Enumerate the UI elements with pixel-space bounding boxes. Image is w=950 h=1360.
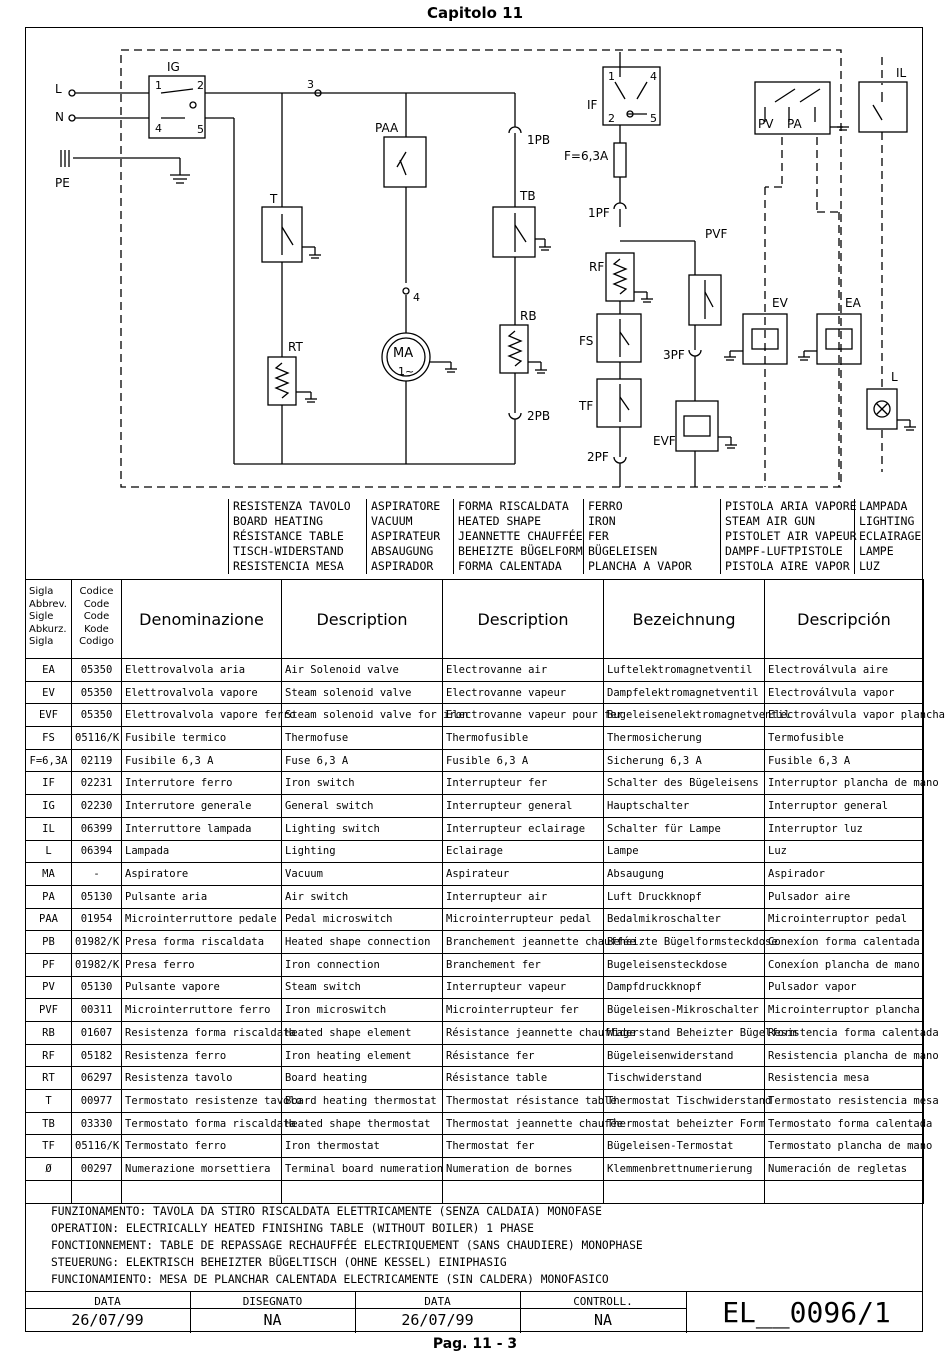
- cell-denominazione: Resistenza tavolo: [122, 1067, 282, 1090]
- ig-switch: [149, 76, 315, 464]
- cell-descripcion: Electroválvula vapor plancha: [765, 704, 924, 727]
- note-it: FUNZIONAMENTO: TAVOLA DA STIRO RISCALDATA ELETTRICAMENTE (SENZA CALDAIA) MONOFASE: [51, 1205, 602, 1218]
- note-de: STEUERUNG: ELEKTRISCH BEHEIZTER BÜGELTISCH (OHNE KESSEL) EINIPHASIG: [51, 1256, 507, 1269]
- cell-denominazione: Elettrovalvola vapore ferro: [122, 704, 282, 727]
- cell-denominazione: Microinterruttore ferro: [122, 999, 282, 1022]
- cell-description-fr: [443, 1180, 604, 1203]
- cell-codice: 06394: [72, 840, 122, 863]
- cell-denominazione: Resistenza forma riscaldata: [122, 1022, 282, 1045]
- label-if-4: 4: [650, 70, 657, 83]
- cell-codice: 02119: [72, 749, 122, 772]
- label-3PF: 3PF: [663, 348, 685, 362]
- label-PVF: PVF: [705, 227, 728, 241]
- cell-bezeichnung: Bugeleisensteckdose: [604, 953, 765, 976]
- cell-descripcion: Resistencia mesa: [765, 1067, 924, 1090]
- table-row: [26, 999, 924, 1022]
- cell-description-fr: Branchement jeannette chauffée: [443, 931, 604, 954]
- table-row: [26, 817, 924, 840]
- cell-description-fr: Thermostat résistance table: [443, 1090, 604, 1113]
- cell-description-fr: Electrovanne vapeur pour fer: [443, 704, 604, 727]
- cell-descripcion: Conexíon forma calentada: [765, 931, 924, 954]
- cell-bezeichnung: Hauptschalter: [604, 795, 765, 818]
- label-FS: FS: [579, 334, 594, 348]
- table-row: [26, 908, 924, 931]
- cell-codice: 00311: [72, 999, 122, 1022]
- table-row: [26, 1022, 924, 1045]
- cell-codice: 05350: [72, 704, 122, 727]
- cell-bezeichnung: Dampfelektromagnetventil: [604, 681, 765, 704]
- table-row: [26, 1180, 924, 1203]
- label-2PB: 2PB: [527, 409, 551, 423]
- cell-sigla: EVF: [26, 704, 72, 727]
- resistor-rt: [268, 357, 317, 464]
- cell-description-en: Iron thermostat: [282, 1135, 443, 1158]
- label-IG: IG: [167, 60, 180, 74]
- cell-description-fr: Electrovanne air: [443, 659, 604, 682]
- cell-denominazione: Interruttore lampada: [122, 817, 282, 840]
- cell-bezeichnung: Luftelektromagnetventil: [604, 659, 765, 682]
- cell-sigla: RF: [26, 1044, 72, 1067]
- schematic-dashed-frame: [121, 50, 841, 487]
- table-row: [26, 659, 924, 682]
- cell-sigla: IG: [26, 795, 72, 818]
- date-label: DATA: [94, 1295, 121, 1308]
- cell-bezeichnung: Bügeleisenwiderstand: [604, 1044, 765, 1067]
- cell-sigla: EA: [26, 659, 72, 682]
- cell-bezeichnung: Dampfdruckknopf: [604, 976, 765, 999]
- cell-description-en: Iron connection: [282, 953, 443, 976]
- cell-denominazione: Elettrovalvola aria: [122, 659, 282, 682]
- table-row: [26, 795, 924, 818]
- label-ig-2: 2: [197, 79, 204, 92]
- solenoid-ev: [724, 314, 787, 364]
- table-row: [26, 885, 924, 908]
- cell-description-en: Iron microswitch: [282, 999, 443, 1022]
- table-row: [26, 1158, 924, 1181]
- cell-descripcion: Pulsador aire: [765, 885, 924, 908]
- cell-codice: 05116/K: [72, 1135, 122, 1158]
- cell-denominazione: Termostato ferro: [122, 1135, 282, 1158]
- legend-heated-shape: FORMA RISCALDATA HEATED SHAPE JEANNETTE CHAUFFÉE BEHEIZTE BÜGELFORM FORMA CALENTADA: [453, 499, 583, 574]
- cell-bezeichnung: [604, 1180, 765, 1203]
- label-N: N: [55, 110, 64, 124]
- cell-denominazione: Resistenza ferro: [122, 1044, 282, 1067]
- cell-codice: 01607: [72, 1022, 122, 1045]
- cell-bezeichnung: Luft Druckknopf: [604, 885, 765, 908]
- table-row: [26, 1135, 924, 1158]
- label-TB: TB: [520, 189, 536, 203]
- cell-sigla: PB: [26, 931, 72, 954]
- cell-descripcion: Electroválvula aire: [765, 659, 924, 682]
- cell-sigla: T: [26, 1090, 72, 1113]
- cell-sigla: [26, 1180, 72, 1203]
- cell-description-fr: Interrupteur general: [443, 795, 604, 818]
- cell-bezeichnung: Lampe: [604, 840, 765, 863]
- header-description-en: Description: [282, 580, 443, 659]
- cell-denominazione: Termostato resistenze tavolo: [122, 1090, 282, 1113]
- cell-description-fr: Thermostat jeannette chaufée: [443, 1112, 604, 1135]
- cell-description-fr: Fusible 6,3 A: [443, 749, 604, 772]
- header-description-fr: Description: [443, 580, 604, 659]
- cell-sigla: EV: [26, 681, 72, 704]
- label-1PB: 1PB: [527, 133, 551, 147]
- cell-descripcion: Resistencia forma calentada: [765, 1022, 924, 1045]
- label-IL: IL: [896, 66, 907, 80]
- label-lamp-L: L: [891, 370, 898, 384]
- parts-table-body: [26, 659, 946, 1204]
- label-EA: EA: [845, 296, 861, 310]
- cell-description-fr: Interrupteur fer: [443, 772, 604, 795]
- header-codice: Codice Code Code Kode Codigo: [72, 580, 122, 659]
- cell-sigla: TF: [26, 1135, 72, 1158]
- label-ig-5: 5: [197, 123, 204, 136]
- cell-descripcion: Termostato plancha de mano: [765, 1135, 924, 1158]
- date2-value: 26/07/99: [401, 1311, 474, 1329]
- cell-description-fr: Thermostat fer: [443, 1135, 604, 1158]
- cell-description-en: Iron heating element: [282, 1044, 443, 1067]
- cell-descripcion: Pulsador vapor: [765, 976, 924, 999]
- cell-bezeichnung: Bügeleisen-Termostat: [604, 1135, 765, 1158]
- label-1PF: 1PF: [588, 206, 610, 220]
- lamp-switch-il: [859, 82, 907, 132]
- label-RT: RT: [288, 340, 303, 354]
- cell-sigla: PF: [26, 953, 72, 976]
- note-es: FUNCIONAMIENTO: MESA DE PLANCHAR CALENTADA ELECTRICAMENTE (SIN CALDERA) MONOFASICO: [51, 1273, 609, 1286]
- label-PV: PV: [758, 117, 774, 131]
- cell-description-fr: Aspirateur: [443, 863, 604, 886]
- label-RF: RF: [589, 260, 605, 274]
- note-en: OPERATION: ELECTRICALLY HEATED FINISHING TABLE (WITHOUT BOILER) 1 PHASE: [51, 1222, 534, 1235]
- table-row: [26, 681, 924, 704]
- cell-descripcion: Numeración de regletas: [765, 1158, 924, 1181]
- cell-description-en: Heated shape connection: [282, 931, 443, 954]
- cell-descripcion: Resistencia plancha de mano: [765, 1044, 924, 1067]
- chapter-title: Capitolo 11: [426, 4, 524, 22]
- cell-codice: 05130: [72, 976, 122, 999]
- title-block: [25, 1291, 923, 1333]
- steam-air-gun-branch: [765, 137, 839, 487]
- cell-descripcion: Fusible 6,3 A: [765, 749, 924, 772]
- cell-sigla: PVF: [26, 999, 72, 1022]
- label-PAA: PAA: [375, 121, 399, 135]
- cell-description-en: Air switch: [282, 885, 443, 908]
- cell-denominazione: Termostato forma riscaldata: [122, 1112, 282, 1135]
- table-row: [26, 953, 924, 976]
- cell-sigla: F=6,3A: [26, 749, 72, 772]
- cell-description-fr: Microinterrupteur fer: [443, 999, 604, 1022]
- line-bus: [234, 90, 515, 464]
- cell-sigla: FS: [26, 727, 72, 750]
- cell-descripcion: [765, 1180, 924, 1203]
- table-row: [26, 1090, 924, 1113]
- table-row: [26, 976, 924, 999]
- cell-descripcion: Conexíon plancha de mano: [765, 953, 924, 976]
- cell-denominazione: Lampada: [122, 840, 282, 863]
- cell-codice: 05130: [72, 885, 122, 908]
- label-EV: EV: [772, 296, 788, 310]
- cell-descripcion: Termostato forma calentada: [765, 1112, 924, 1135]
- label-TF: TF: [579, 399, 594, 413]
- cell-denominazione: Microinterruttore pedale: [122, 908, 282, 931]
- label-fuse: F=6,3A: [564, 149, 609, 163]
- cell-codice: 02230: [72, 795, 122, 818]
- cell-description-fr: Numeration de bornes: [443, 1158, 604, 1181]
- cell-description-fr: Microinterrupteur pedal: [443, 908, 604, 931]
- cell-sigla: PAA: [26, 908, 72, 931]
- drawn-label: DISEGNATO: [242, 1295, 303, 1308]
- cell-codice: 02231: [72, 772, 122, 795]
- cell-descripcion: Microinterruptor plancha: [765, 999, 924, 1022]
- label-terminal-4: 4: [413, 291, 420, 304]
- cell-description-en: Lighting switch: [282, 817, 443, 840]
- cell-description-fr: Interrupteur eclairage: [443, 817, 604, 840]
- cell-description-fr: Résistance jeannette chauffage: [443, 1022, 604, 1045]
- label-T: T: [270, 192, 278, 206]
- cell-description-en: Thermofuse: [282, 727, 443, 750]
- mains-lines: [61, 90, 190, 183]
- cell-codice: 03330: [72, 1112, 122, 1135]
- cell-codice: 06399: [72, 817, 122, 840]
- cell-description-en: Board heating thermostat: [282, 1090, 443, 1113]
- cell-bezeichnung: Widerstand Beheizter Bügelform: [604, 1022, 765, 1045]
- cell-codice: 05350: [72, 681, 122, 704]
- cell-description-en: Vacuum: [282, 863, 443, 886]
- drawn-value: NA: [263, 1311, 282, 1329]
- cell-description-fr: Eclairage: [443, 840, 604, 863]
- cell-codice: 05182: [72, 1044, 122, 1067]
- cell-description-fr: Electrovanne vapeur: [443, 681, 604, 704]
- cell-denominazione: Presa forma riscaldata: [122, 931, 282, 954]
- solenoid-ea: [798, 314, 861, 364]
- cell-sigla: IL: [26, 817, 72, 840]
- parts-table: [25, 579, 946, 1204]
- header-sigla: Sigla Abbrev. Sigle Abkurz. Sigla: [26, 580, 72, 659]
- table-row: [26, 840, 924, 863]
- table-row: [26, 931, 924, 954]
- cell-sigla: Ø: [26, 1158, 72, 1181]
- label-terminal-3: 3: [307, 78, 314, 91]
- cell-denominazione: Interrutore ferro: [122, 772, 282, 795]
- cell-bezeichnung: Schalter für Lampe: [604, 817, 765, 840]
- table-row: [26, 704, 924, 727]
- table-header-row: [26, 580, 924, 659]
- cell-denominazione: Pulsante aria: [122, 885, 282, 908]
- cell-denominazione: Fusibile termico: [122, 727, 282, 750]
- cell-codice: 06297: [72, 1067, 122, 1090]
- cell-description-en: Steam switch: [282, 976, 443, 999]
- cell-denominazione: Numerazione morsettiera: [122, 1158, 282, 1181]
- checked-value: NA: [593, 1311, 613, 1329]
- cell-denominazione: Fusibile 6,3 A: [122, 749, 282, 772]
- label-L: L: [55, 82, 62, 96]
- cell-description-fr: Branchement fer: [443, 953, 604, 976]
- cell-sigla: MA: [26, 863, 72, 886]
- label-ig-1: 1: [155, 79, 162, 92]
- cell-codice: 00977: [72, 1090, 122, 1113]
- cell-descripcion: Luz: [765, 840, 924, 863]
- table-row: [26, 1112, 924, 1135]
- cell-descripcion: Interruptor plancha de mano: [765, 772, 924, 795]
- cell-denominazione: Pulsante vapore: [122, 976, 282, 999]
- table-row: [26, 1067, 924, 1090]
- cell-descripcion: Interruptor luz: [765, 817, 924, 840]
- table-row: [26, 727, 924, 750]
- cell-bezeichnung: Bedalmikroschalter: [604, 908, 765, 931]
- cell-description-en: Steam solenoid valve for iron: [282, 704, 443, 727]
- cell-bezeichnung: Tischwiderstand: [604, 1067, 765, 1090]
- header-descripcion: Descripción: [765, 580, 924, 659]
- cell-descripcion: Aspirador: [765, 863, 924, 886]
- label-2PF: 2PF: [587, 450, 609, 464]
- header-bezeichnung: Bezeichnung: [604, 580, 765, 659]
- cell-bezeichnung: Sicherung 6,3 A: [604, 749, 765, 772]
- cell-denominazione: [122, 1180, 282, 1203]
- label-PE: PE: [55, 176, 70, 190]
- cell-bezeichnung: Thermosicherung: [604, 727, 765, 750]
- cell-sigla: L: [26, 840, 72, 863]
- table-row: [26, 1044, 924, 1067]
- cell-codice: -: [72, 863, 122, 886]
- cell-description-fr: Résistance fer: [443, 1044, 604, 1067]
- label-if-1: 1: [608, 70, 615, 83]
- cell-codice: 05116/K: [72, 727, 122, 750]
- note-fr: FONCTIONNEMENT: TABLE DE REPASSAGE RECHAUFFÉE ELECTRIQUEMENT (SANS CHAUDIERE) MONOPHASE: [51, 1239, 643, 1252]
- cell-codice: 01954: [72, 908, 122, 931]
- legend-board-heating: RESISTENZA TAVOLO BOARD HEATING RÉSISTANCE TABLE TISCH-WIDERSTAND RESISTENCIA MESA: [228, 499, 351, 574]
- cell-sigla: RB: [26, 1022, 72, 1045]
- table-row: [26, 772, 924, 795]
- cell-description-en: Iron switch: [282, 772, 443, 795]
- page-number: Pag. 11 - 3: [432, 1336, 518, 1352]
- label-if-5: 5: [650, 112, 657, 125]
- cell-codice: 01982/K: [72, 953, 122, 976]
- cell-denominazione: Presa ferro: [122, 953, 282, 976]
- cell-sigla: IF: [26, 772, 72, 795]
- label-RB: RB: [520, 309, 537, 323]
- thermostat-t: [262, 207, 321, 357]
- cell-denominazione: Aspiratore: [122, 863, 282, 886]
- cell-bezeichnung: Bugeleisenelektromagnetventil: [604, 704, 765, 727]
- cell-descripcion: Termostato resistencia mesa: [765, 1090, 924, 1113]
- cell-descripcion: Microinterruptor pedal: [765, 908, 924, 931]
- cell-description-en: Board heating: [282, 1067, 443, 1090]
- cell-description-fr: Résistance table: [443, 1067, 604, 1090]
- cell-description-en: General switch: [282, 795, 443, 818]
- cell-sigla: PV: [26, 976, 72, 999]
- cell-codice: [72, 1180, 122, 1203]
- operation-notes: [51, 1203, 643, 1288]
- cell-description-fr: Thermofusible: [443, 727, 604, 750]
- cell-sigla: RT: [26, 1067, 72, 1090]
- cell-description-fr: Interrupteur vapeur: [443, 976, 604, 999]
- cell-denominazione: Interrutore generale: [122, 795, 282, 818]
- cell-codice: 05350: [72, 659, 122, 682]
- cell-description-en: Pedal microswitch: [282, 908, 443, 931]
- legend-steam-air-gun: PISTOLA ARIA VAPORE STEAM AIR GUN PISTOLET AIR VAPEUR DAMPF-LUFTPISTOLE PISTOLA AIRE VAPOR: [720, 499, 857, 574]
- cell-bezeichnung: Beheizte Bügelformsteckdose: [604, 931, 765, 954]
- cell-descripcion: Electroválvula vapor: [765, 681, 924, 704]
- lamp-l: [867, 389, 916, 430]
- cell-bezeichnung: Absaugung: [604, 863, 765, 886]
- label-if-2: 2: [608, 112, 615, 125]
- table-row: [26, 863, 924, 886]
- cell-description-en: Fuse 6,3 A: [282, 749, 443, 772]
- label-MA-phase: 1~: [398, 365, 415, 378]
- cell-description-en: Terminal board numeration: [282, 1158, 443, 1181]
- cell-description-en: Air Solenoid valve: [282, 659, 443, 682]
- cell-description-en: Heated shape thermostat: [282, 1112, 443, 1135]
- wiring-schematic: [25, 27, 923, 497]
- cell-sigla: TB: [26, 1112, 72, 1135]
- cell-description-en: Heated shape element: [282, 1022, 443, 1045]
- legend-iron: FERRO IRON FER BÜGELEISEN PLANCHA A VAPOR: [583, 499, 692, 574]
- cell-bezeichnung: Klemmenbrettnumerierung: [604, 1158, 765, 1181]
- cell-sigla: PA: [26, 885, 72, 908]
- cell-descripcion: Termofusible: [765, 727, 924, 750]
- cell-bezeichnung: Thermostat beheizter Form: [604, 1112, 765, 1135]
- cell-descripcion: Interruptor general: [765, 795, 924, 818]
- legend-vacuum: ASPIRATORE VACUUM ASPIRATEUR ABSAUGUNG ASPIRADOR: [366, 499, 440, 574]
- cell-denominazione: Elettrovalvola vapore: [122, 681, 282, 704]
- cell-description-en: Steam solenoid valve: [282, 681, 443, 704]
- iron-branch: [597, 52, 737, 487]
- label-PA: PA: [787, 117, 802, 131]
- label-ig-4: 4: [155, 122, 162, 135]
- legend-lighting: LAMPADA LIGHTING ECLAIRAGE LAMPE LUZ: [854, 499, 921, 574]
- header-denominazione: Denominazione: [122, 580, 282, 659]
- cell-description-fr: Interrupteur air: [443, 885, 604, 908]
- document-number: EL__0096/1: [722, 1296, 891, 1329]
- label-IF: IF: [587, 98, 598, 112]
- cell-codice: 01982/K: [72, 931, 122, 954]
- cell-description-en: [282, 1180, 443, 1203]
- cell-description-en: Lighting: [282, 840, 443, 863]
- cell-bezeichnung: Schalter des Bügeleisens: [604, 772, 765, 795]
- cell-bezeichnung: Thermostat Tischwiderstand: [604, 1090, 765, 1113]
- date2-label: DATA: [424, 1295, 451, 1308]
- label-MA: MA: [393, 346, 414, 361]
- cell-codice: 00297: [72, 1158, 122, 1181]
- cell-bezeichnung: Bügeleisen-Mikroschalter: [604, 999, 765, 1022]
- date-value: 26/07/99: [71, 1311, 144, 1329]
- table-row: [26, 749, 924, 772]
- checked-label: CONTROLL.: [573, 1295, 633, 1308]
- label-EVF: EVF: [653, 434, 676, 448]
